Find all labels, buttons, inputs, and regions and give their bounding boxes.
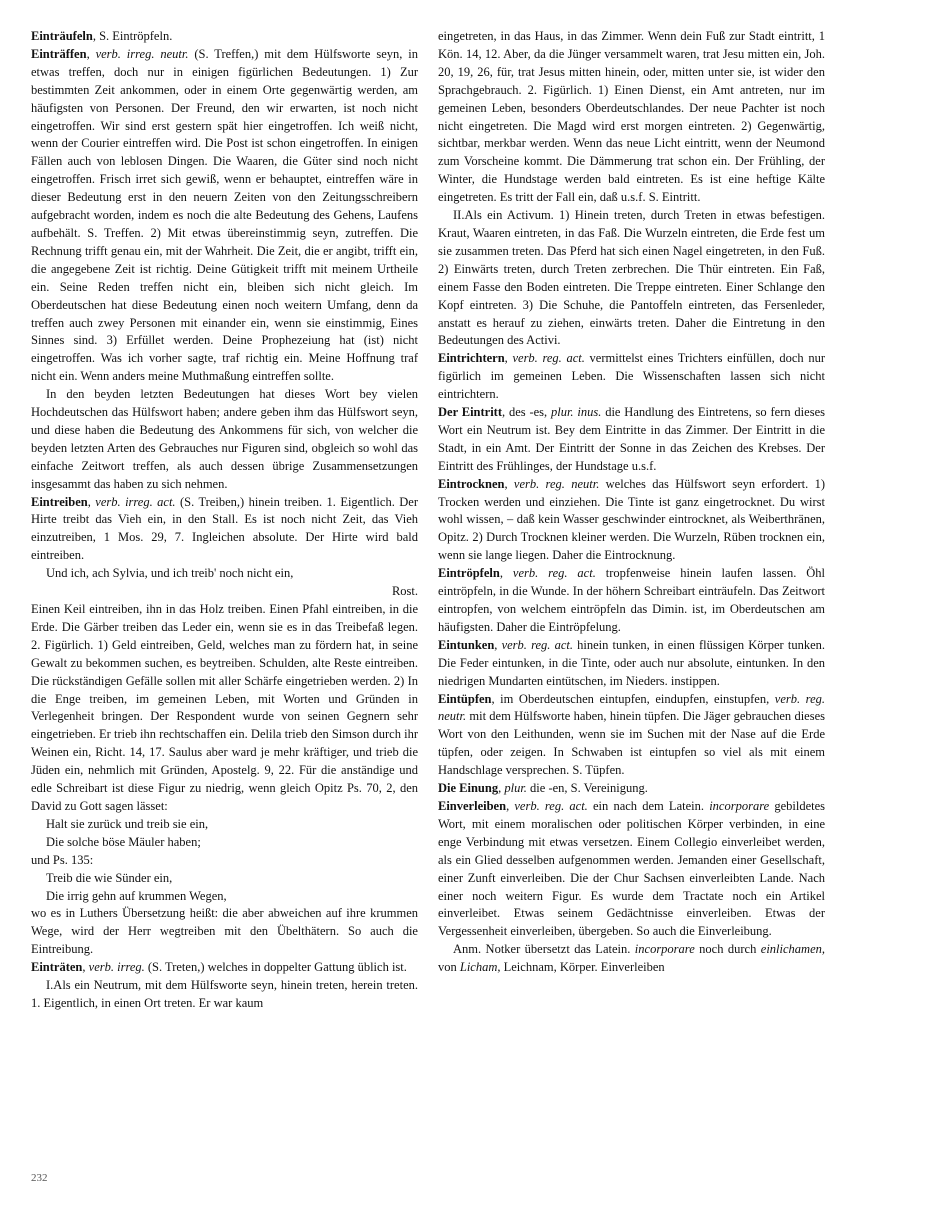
right-column — [438, 28, 825, 1178]
latin-term: incorporare — [634, 942, 695, 957]
entry-paragraph: Einen Keil eintreiben, ihn in das Holz treiben. Einen Pfahl eintreiben, in die Erde. Die Gärber treiben das Leder ein, wenn sie es in das Treibefaß legen. 2. Figürlich. 1) Geld eintreiben, Geld, welches man zu fördern hat, in seine Gewalt zu bekommen suchen, es beytreiben. Schulden, alte Reste eintreiben. Die rückständigen Gefälle sollen mit aller Schärfe eingetrieben werden. 2) In die Enge treiben, im gemeinen Leben, mit Worten und Gründen in Verlegenheit bringen. Der Respondent wurde von seinen Gegnern sehr eingetrieben. Er trieb ihn rechtschaffen ein. Delila trieb den Simson durch ihr Weinen ein, Richt. 14, 17. Saulus aber ward je mehr kräftiger, und trieb die Jüden ein, nehmlich mit Gründen, Apostelg. 9, 22. Für die anständige und edle Schreibart ist diese Figur zu niedrig, wenn gleich Opitz Ps. 70, 2, den David zu Gott sagen lässet: — [31, 602, 418, 813]
entry-text: , — [498, 781, 505, 796]
grammar-label: verb. reg. act. — [512, 566, 596, 581]
headword: Eintröpfeln — [438, 566, 500, 581]
entry-eintreiben: Eintreiben, verb. irreg. act. (S. Treiben,) hinein treiben. 1. Eigentlich. Der Hirte treibt das Vieh ein, in den Stall. Es ist noch nicht Zeit, das Vieh einzutreiben, 1 Mos. 29, 7. Ingleichen absolute. Der Hirte wird bald eintreiben. — [31, 494, 418, 563]
grammar-label: verb. reg. neutr. — [513, 476, 600, 491]
annotation-text: Leichnam, Körper. Einverleiben — [500, 960, 665, 975]
entry-text: (S. Treffen,) mit dem Hülfsworte seyn, in etwas treffen, doch nur in einigen figürlichen Bedeutungen. 1) Zur bestimmten Zeit ankommen, oder in einem Orte gegenwärtig werden, am häufigsten von Personen. Der Freund, den wir erwarten, ist noch nicht eingetroffen. Wir sind erst gestern spät hier eingetroffen. Ich weiß nicht, wenn der Courier eintreffen wird. Die Post ist schon eingetroffen. In einigen Fällen auch von leblosen Dingen. Die Waaren, die Güter sind noch nicht eingetroffen. Frisch irret sich gewiß, wenn er behauptet, eintreffen wäre in dieser Bedeutung erst in den neuern Zeiten von den Zeitungsschreibern aufgebracht worden, indem es noch die alte Bedeutung des Gehens, Laufens aufbehält. S. Treffen. 2) Mit etwas übereinstimmig seyn, zutreffen. Die Rechnung trifft genau ein, mit der Wahrheit. Die Zeit, die er angibt, trifft ein, die angegebene Zeit ist richtig. Deine Gütigkeit trifft mit meinem Urtheile ein. Seine Reden treffen nicht ein, bleiben sich nicht gleich. Im Oberdeutschen hat diese Bedeutung einen noch weitern Umfang, denn da treffen auch zwey Personen mit einander ein, wenn sie einstimmig, Eines Sinnes sind. 3) Erfüllet werden. Deine Prophezeiung hat (ist) nicht eingetroffen. Was ich vorher sagte, traf richtig ein. Meine Hoffnung traf nicht ein. Wenn anders meine Muthmaßung eintreffen sollte. — [31, 46, 418, 384]
entry-text: , des -es, — [502, 405, 551, 420]
annotation-text: noch durch — [694, 942, 761, 957]
grammar-label: plur. inus. — [550, 405, 602, 420]
entry-paragraph: II.Als ein Activum. 1) Hinein treten, durch Treten in etwas befestigen. Kraut, Waaren eintreten, in das Faß. Die Wurzeln eintreten, die Erde fest um sie zusammen treten. Das Pferd hat sich einen Nagel eingetreten, in den Fuß. 2) Einwärts treten, durch Treten zerbrechen. Die Thür eintreten. Ein Faß, einem Fasse den Boden eintreten. Die Treppe eintreten. Einer Schlange den Kopf eintreten. 3) Die Schuhe, die Pantoffeln eintreten, das Fersenleder, anstatt es herauf zu ziehen, einwärts treten. Daher die Eintretung in den Bedeutungen des Activi. — [438, 208, 825, 348]
grammar-label: verb. irreg. act. — [95, 494, 176, 509]
old-german-term: Licham, — [459, 960, 501, 975]
headword: Eintreiben — [31, 494, 88, 509]
verse-line: Die solche böse Mäuler haben; — [46, 834, 201, 849]
entry-text: tropfenweise hinein laufen lassen. Öhl eintröpfeln, in die Wunde. In der höhern Schreibart einträufeln. Das Zeitwort eintropfen, von welchem eintröpfeln das Dimin. ist, im Oberdeutschen am häufigsten. Daher die Eintröpfelung. — [438, 566, 825, 634]
entry-eintritt — [438, 404, 825, 476]
entry-einverleiben: Einverleiben, verb. reg. act. ein nach dem Latein. incorporare gebildetes Wort, mit einem moralischen oder politischen Körper verbinden, in eine enge Verbindung mit etwas versetzen. Einem Collegio einverleibet werden, als ein Glied desselben aufgenommen werden. Jemanden einer Gesellschaft, einer Zunft einverleiben. Die der Chur Sachsen einverleibten Lande. Nach einer noch weitern Figur. Es wurde dem Tractate noch ein Artikel einverleibet. Etwas seinem Gedächtnisse einverleiben. Etwas der Vergessenheit einverleiben, übergeben. So auch die Einverleibung. — [438, 798, 825, 939]
grammar-label: verb. reg. neutr. — [438, 691, 825, 724]
entry-text: (S. Treiben,) hinein treiben. 1. Eigentlich. Der Hirte treibt das Vieh ein, in den Stall. Es ist noch nicht Zeit, das Vieh einzutreiben, 1 Mos. 29, 7. Ingleichen absolute. Der Hirte wird bald eintreiben. — [31, 494, 418, 563]
page-number: 232 — [31, 1172, 48, 1184]
headword: Der Eintritt — [438, 405, 502, 420]
annotation-paragraph — [438, 941, 825, 977]
entry-eintrichtern: Eintrichtern, verb. reg. act. vermittelst eines Trichters einfüllen, doch nur figürlich im gemeinen Leben. Die Wissenschaften lassen sich nicht eintrichtern. — [438, 351, 825, 402]
verse-line: Die irrig gehn auf krummen Wegen, — [46, 888, 227, 903]
entry-text: welches das Hülfswort seyn erfordert. 1) Trocken werden und einziehen. Die Tinte ist ganz eingetrocknet. Du wirst wohl wissen, – daß kein Wasser geschwinder eintrocknet, als Weiberthränen, Opitz. 2) Durch Trocknen kleiner werden. Die Wurzeln, Rüben trocknen ein, wenn sie lange liegen. Daher die Eintrocknung. — [438, 476, 825, 563]
entry-eintrocknen: Eintrocknen, verb. reg. neutr. welches das Hülfswort seyn erfordert. 1) Trocken werden und einziehen. Die Tinte ist ganz eingetrocknet. Du wirst wohl wissen, – daß kein Wasser geschwinder eintrocknet, als Weiberthränen, Opitz. 2) Durch Trocknen kleiner werden. Die Wurzeln, Rüben trocknen ein, wenn sie lange liegen. Daher die Eintrocknung. — [438, 476, 825, 563]
headword: Eintrichtern — [438, 351, 505, 366]
entry-text: gebildetes Wort, mit einem moralischen oder politischen Körper verbinden, in eine enge Verbindung mit etwas versetzen. Einem Collegio einverleibet werden, als ein Glied desselben aufgenommen werden. Jemanden einer Gesellschaft, einer Zunft einverleiben. Die der Chur Sachsen einverleibten Lande. Nach einer noch weitern Figur. Es wurde dem Tractate noch ein Artikel einverleibet. Etwas seinem Gedächtnisse einverleiben. Etwas der Vergessenheit einverleiben, übergeben. So auch die Einverleibung. — [438, 798, 825, 939]
grammar-label: verb. reg. act. — [512, 351, 585, 366]
psalm-reference: und Ps. 135: — [31, 852, 94, 867]
entry-paragraph: wo es in Luthers Übersetzung heißt: die aber abweichen auf ihre krummen Wege, wird der Herr wegtreiben mit den Übelthätern. So auch die Eintreibung. — [31, 906, 418, 957]
entry-eintroepfeln: Eintröpfeln, verb. reg. act. tropfenweise hinein laufen lassen. Öhl eintröpfeln, in die Wunde. In der höhern Schreibart einträufeln. Das Zeitwort eintropfen, von welchem eintröpfeln das Dimin. ist, im Oberdeutschen am häufigsten. Daher die Eintröpfelung. — [438, 566, 825, 634]
entry-eintreten: Einträten, verb. irreg. (S. Treten,) welches in doppelter Gattung üblich ist. — [31, 960, 407, 975]
latin-term: incorporare — [709, 798, 770, 813]
annotation-text: Anm. Notker übersetzt das Latein. — [453, 942, 635, 957]
left-column — [31, 28, 418, 1178]
entry-eintuepfen — [438, 691, 825, 781]
headword: Eintunken — [438, 637, 495, 652]
entry-text: ein nach dem Latein. — [587, 798, 710, 813]
verse-line: Und ich, ach Sylvia, und ich treib' noch nicht ein, — [46, 566, 294, 581]
entry-text: , im Oberdeutschen eintupfen, eindupfen, einstupfen, — [491, 691, 775, 706]
entry-text: hinein tunken, in einen flüssigen Körper tunken. Die Feder eintunken, in die Tinte, oder auch nur absolute, eintunken. In den niedrigen Mundarten eintütschen, im Nieders. instippen. — [438, 637, 825, 688]
verse-line: Treib die wie Sünder ein, — [46, 870, 173, 885]
headword: Einträufeln — [31, 29, 93, 43]
headword: Einverleiben — [438, 798, 507, 813]
entry-paragraph: eingetreten, in das Haus, in das Zimmer. Wenn dein Fuß zur Stadt eintritt, 1 Kön. 14, 12. Aber, da die Jünger versammelt waren, trat Jesu mitten ein, Joh. 20, 19, 26, für, trat Jesus mitten hinein, oder, mitten unter sie, ist wider den Sprachgebrauch. 2. Figürlich. 1) Einen Dienst, ein Amt antreten, nur im gemeinen Leben, besonders Oberdeutschlandes. Der neue Pachter ist noch nicht eingetreten. Die Magd wird erst morgen eintreten. 2) Gegenwärtig, sichtbar, merkbar werden. Wenn das neue Licht eintritt, wenn der Neumond zum Vorscheine kommt. Die Dämmerung trat schon ein. Der Frühling, der Winter, die Hundstage werden bald eintreten. Es ist eine heftige Kälte eingetreten. Es tritt der Fall ein, daß u.s.f. S. Eintritt. — [438, 29, 825, 205]
entry-paragraph: I.Als ein Neutrum, mit dem Hülfsworte seyn, hinein treten, herein treten. 1. Eigentlich, in einen Ort treten. Er war kaum — [31, 978, 418, 1010]
entry-paragraph: In den beyden letzten Bedeutungen hat dieses Wort bey vielen Hochdeutschen das Hülfswort haben; andere geben ihm das Hülfswort seyn, und diese haben die Bedeutung des Ankommens für sich, von welcher die beyden letzten Arten des Gebrauches nur Figuren sind, obgleich so wohl das einfache Zeitwort treffen, als auch dessen übrige Zusammensetzungen insgesammt das haben zu sich nehmen. — [31, 387, 418, 491]
headword: Die Einung — [438, 781, 499, 796]
grammar-label: verb. reg. act. — [514, 798, 588, 813]
verse-line: Halt sie zurück und treib sie ein, — [46, 816, 209, 831]
headword: Einträffen — [31, 46, 87, 61]
headword: Eintrocknen — [438, 476, 505, 491]
entry-text: mit dem Hülfsworte haben, hinein tüpfen. Die Jäger gebrauchen dieses Wort von den Leithunden, wenn sie im Suchen mit der Nase auf die Erde tüpfen, oder zeigen. In Schwaben ist eintupfen so viel als mit einem Handschlage versprechen. S. Tüpfen. — [438, 709, 825, 778]
headword: Eintüpfen — [438, 691, 492, 706]
entry-eintunken: Eintunken, verb. reg. act. hinein tunken, in einen flüssigen Körper tunken. Die Feder eintunken, in die Tinte, oder auch nur absolute, eintunken. In den niedrigen Mundarten eintütschen, im Nieders. instippen. — [438, 637, 825, 688]
entry-text: die Handlung des Eintretens, so fern dieses Wort ein Neutrum ist. Bey dem Eintritte in das Zimmer. Der Eintritt in die Stadt, in ein Amt. Der Eintritt der Sonne in das Zeichen des Krebses. Der Eintritt des Frühlinges, der Hundstage u.s.f. — [438, 405, 825, 473]
grammar-label: verb. irreg. — [88, 960, 145, 975]
entry-einung — [438, 780, 825, 798]
grammar-label: verb. irreg. neutr. — [95, 46, 189, 61]
verse-source: Rost. — [391, 584, 418, 599]
old-german-term: einlichamen, — [760, 942, 825, 957]
grammar-label: verb. reg. act. — [501, 637, 573, 652]
entry-text: vermittelst eines Trichters einfüllen, doch nur figürlich im gemeinen Leben. Die Wissenschaften lassen sich nicht eintrichtern. — [438, 351, 825, 402]
entry-text: , S. Eintröpfeln. — [92, 29, 173, 43]
entry-eintraeufeln — [31, 28, 418, 46]
headword: Einträten — [31, 960, 83, 975]
entry-text: die -en, S. Vereinigung. — [526, 781, 648, 796]
entry-eintreffen: Einträffen, verb. irreg. neutr. (S. Treffen,) mit dem Hülfsworte seyn, in etwas treffen, doch nur in einigen figürlichen Bedeutungen. 1) Zur bestimmten Zeit ankommen, oder in einem Orte gegenwärtig werden, am häufigsten von Personen. Der Freund, den wir erwarten, ist noch nicht eingetroffen. Wir sind erst gestern spät hier eingetroffen. Ich weiß nicht, wenn der Courier eintreffen wird. Die Post ist schon eingetroffen. In einigen Fällen auch von leblosen Dingen. Die Waaren, die Güter sind noch nicht eingetroffen. Frisch irret sich gewiß, wenn er behauptet, eintreffen wäre in dieser Bedeutung erst in den neuern Zeiten von den Zeitungsschreibern aufgebracht worden, indem es noch die alte Bedeutung des Gehens, Laufens aufbehält. S. Treffen. 2) Mit etwas übereinstimmig seyn, zutreffen. Die Rechnung trifft genau ein, mit der Wahrheit. Die Zeit, die er angibt, trifft ein, die angegebene Zeit ist richtig. Deine Gütigkeit trifft mit meinem Urtheile ein. Seine Reden treffen nicht ein, bleiben sich nicht gleich. Im Oberdeutschen hat diese Bedeutung einen noch weitern Umfang, denn da treffen auch zwey Personen mit einander ein, wenn sie einstimmig, Eines Sinnes sind. 3) Erfüllet werden. Deine Prophezeiung hat (ist) nicht eingetroffen. Was ich vorher sagte, traf richtig ein. Meine Hoffnung traf nicht ein. Wenn anders meine Muthmaßung eintreffen sollte. — [31, 46, 418, 384]
entry-text: (S. Treten,) welches in doppelter Gattung üblich ist. — [144, 960, 407, 975]
grammar-label: plur. — [504, 781, 527, 796]
annotation-text: von — [438, 960, 460, 975]
